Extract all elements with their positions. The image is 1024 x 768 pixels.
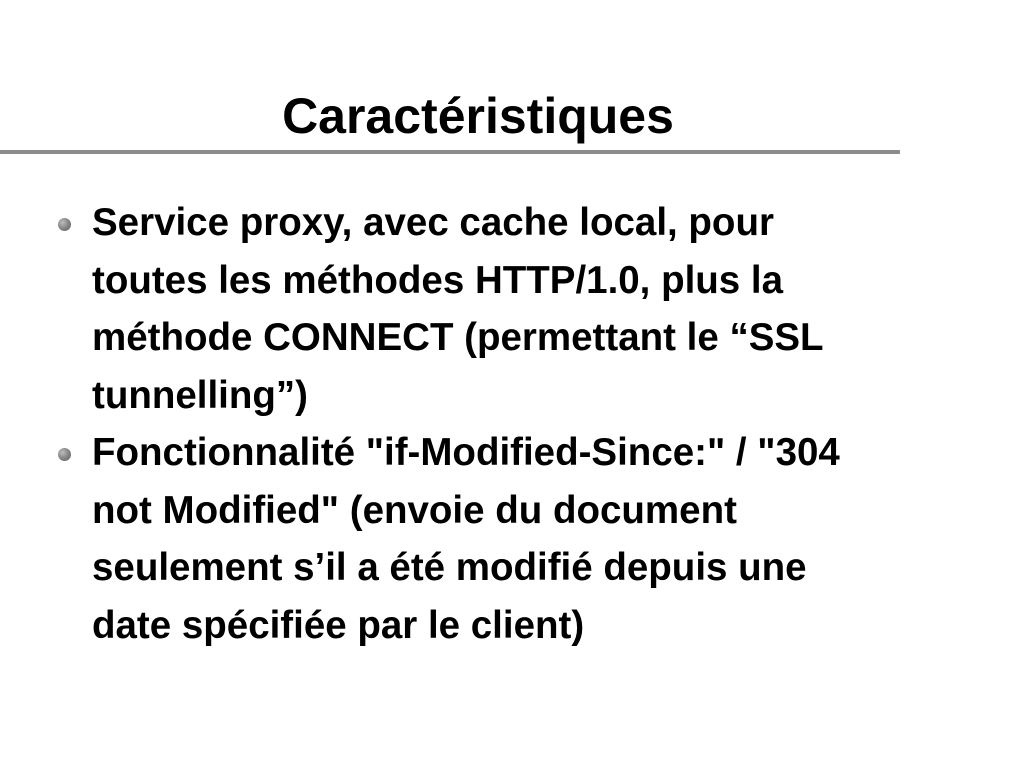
bullet-item-proxy-service bbox=[0, 194, 1024, 424]
bullet-dot-icon bbox=[58, 218, 71, 231]
bullet-item-if-modified-since bbox=[0, 424, 1024, 654]
bullet-text-line: date spécifiée par le client) bbox=[92, 603, 585, 647]
bullet-text-line: not Modified" (envoie du document bbox=[92, 488, 737, 532]
slide-title: Caractéristiques bbox=[282, 88, 674, 144]
bullet-text-line: toutes les méthodes HTTP/1.0, plus la bbox=[92, 258, 784, 302]
bullet-dot-icon bbox=[58, 448, 71, 461]
bullet-text-line: seulement s’il a été modifié depuis une bbox=[92, 546, 807, 589]
title-divider bbox=[0, 150, 900, 154]
bullet-text-line: Fonctionnalité "if-Modified-Since:" / "304 bbox=[92, 431, 840, 474]
bullet-list bbox=[0, 194, 1024, 654]
bullet-text-line: Service proxy, avec cache local, pour bbox=[92, 201, 774, 244]
bullet-text-line: méthode CONNECT (permettant le “SSL bbox=[92, 316, 824, 359]
bullet-text-line: tunnelling”) bbox=[92, 373, 308, 417]
